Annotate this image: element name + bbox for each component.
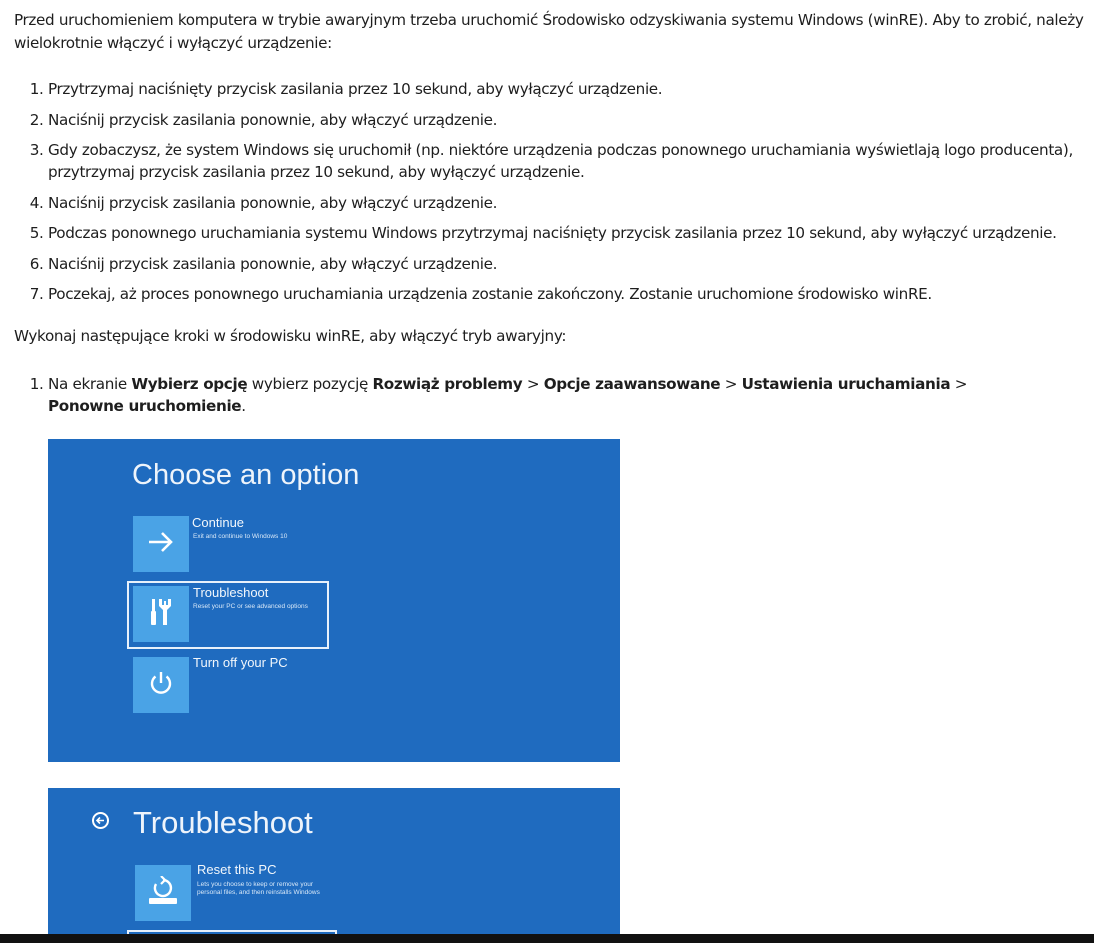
troubleshoot-label: Troubleshoot	[193, 585, 269, 600]
reset-pc-label: Reset this PC	[197, 862, 277, 877]
bottom-edge-bar	[0, 934, 1094, 943]
troubleshoot-subtext: Reset your PC or see advanced options	[193, 603, 308, 610]
troubleshoot-tile	[133, 586, 189, 642]
step-text: Na ekranie	[48, 375, 132, 393]
back-arrow-icon	[92, 812, 109, 829]
troubleshoot-title: Troubleshoot	[133, 805, 313, 840]
ui-term-choose-option: Wybierz opcję	[131, 375, 248, 393]
list-item: 7. Poczekaj, aż proces ponownego uruchamiania urządzenia zostanie zakończony. Zostanie uruchomione środowisko winRE.	[48, 283, 1086, 305]
list-item: 2. Naciśnij przycisk zasilania ponownie, aby włączyć urządzenie.	[48, 109, 1086, 131]
reset-pc-tile	[135, 865, 191, 921]
winre-intro-paragraph: Wykonaj następujące kroki w środowisku winRE, aby włączyć tryb awaryjny:	[14, 327, 567, 345]
continue-tile	[133, 516, 189, 572]
tools-icon	[148, 597, 174, 631]
continue-label: Continue	[192, 515, 245, 530]
restart-steps-list	[14, 78, 1086, 314]
continue-subtext: Exit and continue to Windows 10	[193, 533, 288, 540]
reset-pc-icon	[147, 876, 179, 910]
step-text: >	[720, 375, 742, 393]
step-text: >	[950, 375, 968, 393]
choose-option-title: Choose an option	[132, 459, 360, 491]
ui-term-restart: Ponowne uruchomienie	[48, 397, 242, 415]
turn-off-label: Turn off your PC	[193, 655, 288, 670]
intro-paragraph: Przed uruchomieniem komputera w trybie awaryjnym trzeba uruchomić Środowisko odzyskiwania systemu Windows (winRE). Aby to zrobić, należy wielokrotnie włączyć i wyłączyć urządzenie:	[14, 11, 1084, 52]
troubleshoot-screenshot	[48, 788, 620, 934]
ui-term-troubleshoot: Rozwiąż problemy	[372, 375, 523, 393]
step-text: .	[241, 397, 246, 415]
list-item: 6. Naciśnij przycisk zasilania ponownie, aby włączyć urządzenie.	[48, 253, 1086, 275]
turn-off-tile	[133, 657, 189, 713]
step-text: wybierz pozycję	[247, 375, 373, 393]
power-icon	[147, 669, 175, 701]
winre-steps-list	[14, 373, 1008, 417]
ui-term-startup-settings: Ustawienia uruchamiania	[741, 375, 951, 393]
list-item: 4. Naciśnij przycisk zasilania ponownie, aby włączyć urządzenie.	[48, 192, 1086, 214]
list-item: 5. Podczas ponownego uruchamiania systemu Windows przytrzymaj naciśnięty przycisk zasilania przez 10 sekund, aby wyłączyć urządzenie.	[48, 222, 1086, 244]
arrow-right-icon	[147, 530, 175, 558]
reset-pc-subtext: Lets you choose to keep or remove your personal files, and then reinstalls Windows	[197, 881, 320, 896]
list-item: 1. Przytrzymaj naciśnięty przycisk zasilania przez 10 sekund, aby wyłączyć urządzenie.	[48, 78, 1086, 100]
choose-option-screenshot	[48, 439, 620, 762]
ui-term-advanced-options: Opcje zaawansowane	[543, 375, 721, 393]
list-item	[48, 373, 1008, 417]
list-item: 3. Gdy zobaczysz, że system Windows się uruchomił (np. niektóre urządzenia podczas ponownego uruchamiania wyświetlają logo producenta), przytrzymaj przycisk zasilania przez 10 sekund, aby wyłączyć urządzenie.	[48, 139, 1086, 183]
step-text: >	[522, 375, 544, 393]
